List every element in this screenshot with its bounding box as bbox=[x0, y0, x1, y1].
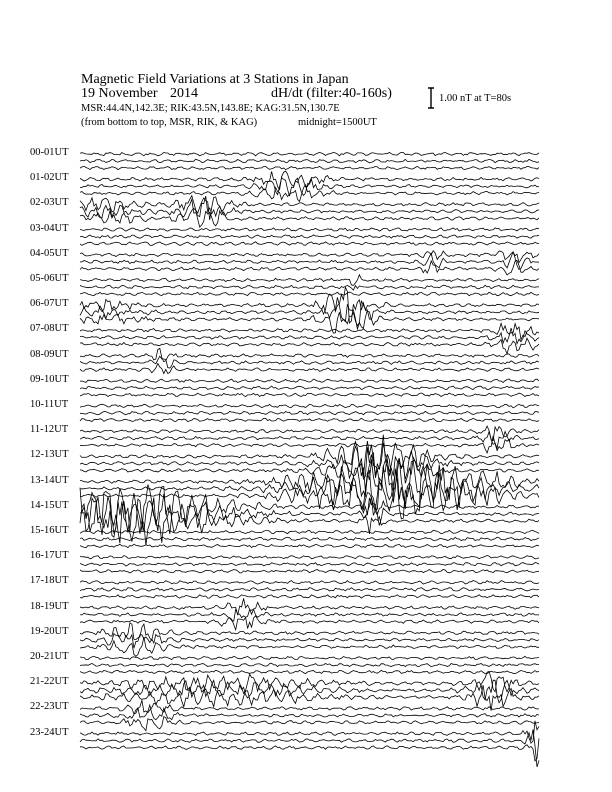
trace-kag-08-09ut bbox=[80, 348, 539, 361]
trace-msr-18-19ut bbox=[80, 616, 539, 630]
trace-kag-18-19ut bbox=[80, 598, 539, 615]
trace-rik-09-10ut bbox=[80, 386, 539, 390]
row-label: 13-14UT bbox=[30, 474, 69, 486]
chart-date: 19 November bbox=[81, 86, 158, 101]
trace-msr-09-10ut bbox=[80, 393, 539, 397]
midnight-note: midnight=1500UT bbox=[298, 117, 377, 128]
trace-rik-18-19ut bbox=[80, 609, 539, 621]
trace-rik-02-03ut bbox=[80, 196, 539, 218]
trace-msr-04-05ut bbox=[80, 260, 539, 275]
row-label: 19-20UT bbox=[30, 625, 69, 637]
row-label: 11-12UT bbox=[30, 424, 69, 436]
trace-msr-20-21ut bbox=[80, 670, 539, 673]
trace-kag-03-04ut bbox=[80, 228, 539, 231]
station-order-note: (from bottom to top, MSR, RIK, & KAG) bbox=[81, 117, 258, 128]
trace-msr-00-01ut bbox=[80, 166, 539, 169]
row-label: 14-15UT bbox=[30, 499, 69, 511]
trace-msr-13-14ut bbox=[80, 469, 539, 519]
trace-msr-10-11ut bbox=[80, 418, 539, 421]
station-coordinates: MSR:44.4N,142.3E; RIK:43.5N,143.8E; KAG:31.5N,130.7E bbox=[81, 103, 340, 114]
trace-rik-06-07ut bbox=[80, 297, 539, 329]
trace-kag-17-18ut bbox=[80, 581, 539, 585]
chart-year: 2014 bbox=[170, 86, 198, 101]
trace-kag-06-07ut bbox=[80, 287, 539, 323]
row-label: 12-13UT bbox=[30, 449, 69, 461]
trace-msr-03-04ut bbox=[80, 242, 539, 246]
row-label: 06-07UT bbox=[30, 298, 69, 310]
row-label: 05-06UT bbox=[30, 273, 69, 284]
row-label: 08-09UT bbox=[30, 348, 69, 360]
trace-rik-05-06ut bbox=[80, 285, 539, 290]
row-label: 10-11UT bbox=[30, 399, 69, 410]
trace-kag-12-13ut bbox=[80, 435, 539, 477]
trace-kag-10-11ut bbox=[80, 404, 539, 408]
row-label: 02-03UT bbox=[30, 197, 69, 209]
trace-msr-02-03ut bbox=[80, 208, 539, 227]
trace-rik-20-21ut bbox=[80, 663, 539, 667]
trace-kag-20-21ut bbox=[80, 656, 539, 659]
row-label: 01-02UT bbox=[30, 172, 69, 184]
trace-msr-01-02ut bbox=[80, 185, 539, 202]
trace-msr-16-17ut bbox=[80, 570, 539, 573]
trace-rik-16-17ut bbox=[80, 563, 539, 566]
row-label: 04-05UT bbox=[30, 247, 69, 259]
scale-label: 1.00 nT at T=80s bbox=[439, 93, 512, 104]
trace-rik-15-16ut bbox=[80, 537, 539, 541]
trace-msr-07-08ut bbox=[80, 338, 539, 354]
trace-msr-17-18ut bbox=[80, 595, 539, 598]
row-label: 16-17UT bbox=[30, 550, 69, 562]
trace-kag-15-16ut bbox=[80, 530, 539, 533]
trace-msr-05-06ut bbox=[80, 292, 539, 296]
row-label: 18-19UT bbox=[30, 600, 69, 612]
chart-title: Magnetic Field Variations at 3 Stations in Japan bbox=[81, 72, 349, 87]
row-label: 03-04UT bbox=[30, 222, 69, 234]
trace-rik-10-11ut bbox=[80, 411, 539, 414]
trace-msr-22-23ut bbox=[80, 717, 539, 731]
row-label: 00-01UT bbox=[30, 147, 69, 158]
row-label: 20-21UT bbox=[30, 651, 69, 662]
row-label: 23-24UT bbox=[30, 726, 69, 738]
trace-msr-08-09ut bbox=[80, 364, 539, 374]
row-label: 22-23UT bbox=[30, 701, 69, 713]
trace-kag-05-06ut bbox=[80, 275, 539, 286]
trace-kag-19-20ut bbox=[80, 623, 539, 641]
trace-msr-15-16ut bbox=[80, 544, 539, 548]
trace-msr-12-13ut bbox=[80, 452, 539, 491]
trace-rik-08-09ut bbox=[80, 356, 539, 368]
row-label: 21-22UT bbox=[30, 676, 69, 688]
scale-bar bbox=[428, 88, 434, 108]
row-label: 07-08UT bbox=[30, 323, 69, 335]
trace-kag-02-03ut bbox=[80, 196, 539, 220]
row-label: 17-18UT bbox=[30, 575, 69, 587]
trace-kag-09-10ut bbox=[80, 379, 539, 383]
chart-measure: dH/dt (filter:40-160s) bbox=[271, 86, 392, 101]
row-label: 15-16UT bbox=[30, 525, 69, 536]
trace-rik-03-04ut bbox=[80, 235, 539, 238]
trace-rik-00-01ut bbox=[80, 159, 539, 163]
trace-rik-17-18ut bbox=[80, 588, 539, 591]
trace-kag-16-17ut bbox=[80, 556, 539, 559]
row-label: 09-10UT bbox=[30, 373, 69, 385]
trace-kag-00-01ut bbox=[80, 152, 539, 156]
